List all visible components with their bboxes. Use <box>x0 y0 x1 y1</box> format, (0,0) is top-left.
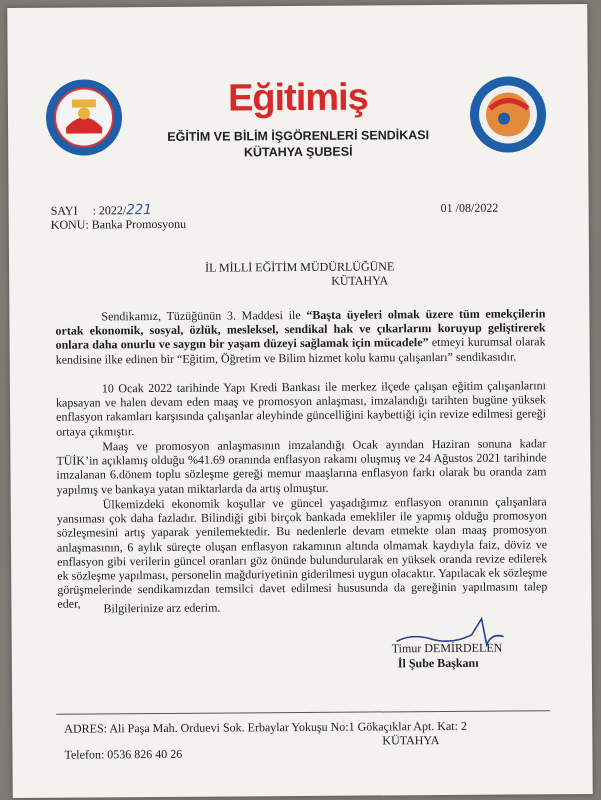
reference-label: SAYI <box>50 203 78 218</box>
union-seal-right <box>468 74 549 155</box>
union-seal-left <box>44 77 125 158</box>
p1-intro: Sendikamız, Tüzüğünün 3. Maddesi ile <box>101 307 307 324</box>
subject-value: Banka Promosyonu <box>91 216 187 232</box>
body-paragraph-3: Maaş ve promosyon anlaşmasının imzalandığı Ocak ayından Haziran sonuna kadar TÜİK’in açıklamış olduğu %41.69 oranında enflasyon rakamı oluşmuş ve 24 Ağustos 2021 tarihinde imzalanan 6.dönem toplu sözleşme gereği memur maaşlarına enflasyon farkı olarak bu oranda zam yapılmış ve bankaya yatan miktarlarda da artış olmuştur. <box>56 436 547 497</box>
reference-number <box>51 203 152 218</box>
signatory-name: Timur DEMİRDELEN <box>391 640 503 656</box>
union-name-line1: EĞİTİM VE BİLİM İŞGÖRENLERİ SENDİKASI <box>167 128 430 144</box>
reference-value: : 2022/ <box>92 203 127 218</box>
body-paragraph-2: 10 Ocak 2022 tarihinde Yapı Kredi Bankası ile merkez ilçede çalışan eğitim çalışanlarını kapsayan ve halen devam eden maaş ve promosyon anlaşması, imzalandığı tarihten bugüne yüksek enflasyon rakamları karşısında çalışanlar aleyhinde güncelliğini kaybettiği için revize edilmesi gereği ortaya çıkmıştır. <box>55 378 547 439</box>
brand-logo-text: Eğitimiş <box>227 76 368 120</box>
union-name <box>118 127 478 162</box>
recipient-line1: İL MİLLİ EĞİTİM MÜDÜRLÜĞÜNE <box>205 259 395 275</box>
letter-date: 01 /08/2022 <box>440 200 499 216</box>
p1-bold-quote: “Başta üyeleri olmak üzere tüm emekçilerin ortak ekonomik, sosyal, özlük, mesleksel, sendikal hak ve çıkarlarını koruyup geliştirerek onlara daha onurlu ve saygın bir yaşam düzeyi sağlamak için mücadele” <box>55 306 546 353</box>
body-paragraph-1 <box>55 306 545 366</box>
footer-address: ADRES: Ali Paşa Mah. Orduevi Sok. Erbaylar Yokuşu No:1 Gökaçıklar Apt. Kat: 2 <box>64 718 467 736</box>
union-name-line2: KÜTAHYA ŞUBESİ <box>243 144 353 160</box>
recipient-line2: KÜTAHYA <box>331 273 389 288</box>
subject-label: KONU: <box>50 217 89 232</box>
signatory-title: İl Şube Başkanı <box>397 655 479 671</box>
subject-line <box>51 217 186 232</box>
body-paragraph-4: Ülkemizdeki ekonomik koşullar ve güncel yaşadığımız enflasyon oranının çalışanlara yansıması çok daha fazladır. Bilindiği gibi birçok bankada emekliler ile yapmış olduğu promosyon sözleşmesini artış yaparak yenilemektedir. Bu nedenlerle devam etmekte olan maaş promosyon anlaşmasının, 6 aylık süreçte oluşan enflasyon rakamının altında olmamak kaydıyla faiz, döviz ve enflasyon gibi verilerin güncel oranları göz önünde bulundurularak en yüksek oranda revize edilerek ek sözleşme yapılması, personelin mağduriyetinin giderilmesi uygun olacaktır. Yapılacak ek sözleşme görüşmelerinde sendikamızdan temsilci davet edilmesi hususunda da gereğinin yapılmasını talep eder, <box>56 494 548 612</box>
p1-end: etmeyi kurumsal olarak kendisine ilke edinen bir “Eğitim, Öğretim ve Bilim hizmet kolu kamu çalışanları” sendikasıdır. <box>55 334 546 367</box>
footer-divider <box>56 710 550 714</box>
reference-handwritten-number: 221 <box>126 202 152 219</box>
letter-page <box>7 4 593 798</box>
footer-phone: Telefon: 0536 826 40 26 <box>64 746 183 762</box>
closing-line: Bilgilerinize arz ederim. <box>103 600 221 616</box>
footer-city: KÜTAHYA <box>382 733 440 748</box>
